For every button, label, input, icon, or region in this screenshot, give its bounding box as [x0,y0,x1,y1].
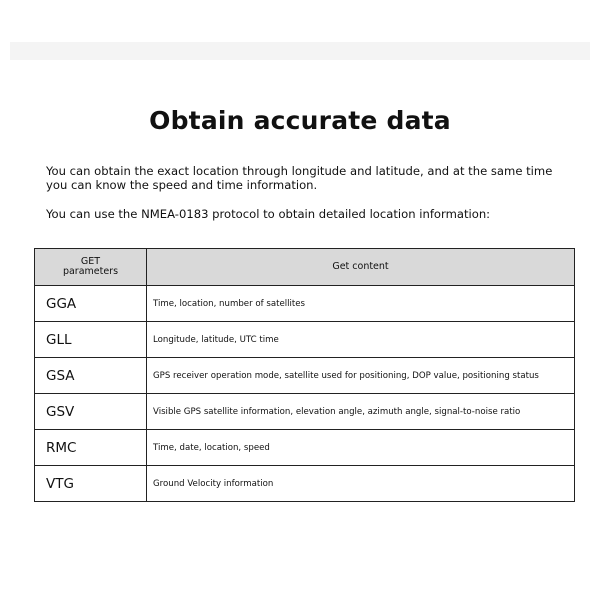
nmea-parameters-table [34,248,575,502]
param-cell: GSV [35,394,147,430]
content-cell: Ground Velocity information [147,466,575,502]
table-row [35,466,575,502]
header-get-content: Get content [147,249,575,286]
content-cell: Time, date, location, speed [147,430,575,466]
table-row [35,322,575,358]
param-cell: GGA [35,286,147,322]
intro-paragraph: You can obtain the exact location through longitude and latitude, and at the same time you can know the speed and time information. [46,164,553,192]
protocol-paragraph: You can use the NMEA-0183 protocol to obtain detailed location information: [46,207,491,221]
content-cell: Time, location, number of satellites [147,286,575,322]
content-cell: Longitude, latitude, UTC time [147,322,575,358]
param-cell: RMC [35,430,147,466]
table-row [35,430,575,466]
table-row [35,394,575,430]
header-param-line2: parameters [62,266,119,277]
content-cell: GPS receiver operation mode, satellite used for positioning, DOP value, positioning status [147,358,575,394]
page-title: Obtain accurate data [149,106,451,135]
header-param-line1: GET [80,256,101,267]
table-header-row [35,249,575,286]
header-get-parameters [35,249,147,286]
content-cell: Visible GPS satellite information, elevation angle, azimuth angle, signal-to-noise ratio [147,394,575,430]
table-row [35,358,575,394]
param-cell: GLL [35,322,147,358]
param-cell: GSA [35,358,147,394]
table-row [35,286,575,322]
param-cell: VTG [35,466,147,502]
top-band [10,42,590,60]
